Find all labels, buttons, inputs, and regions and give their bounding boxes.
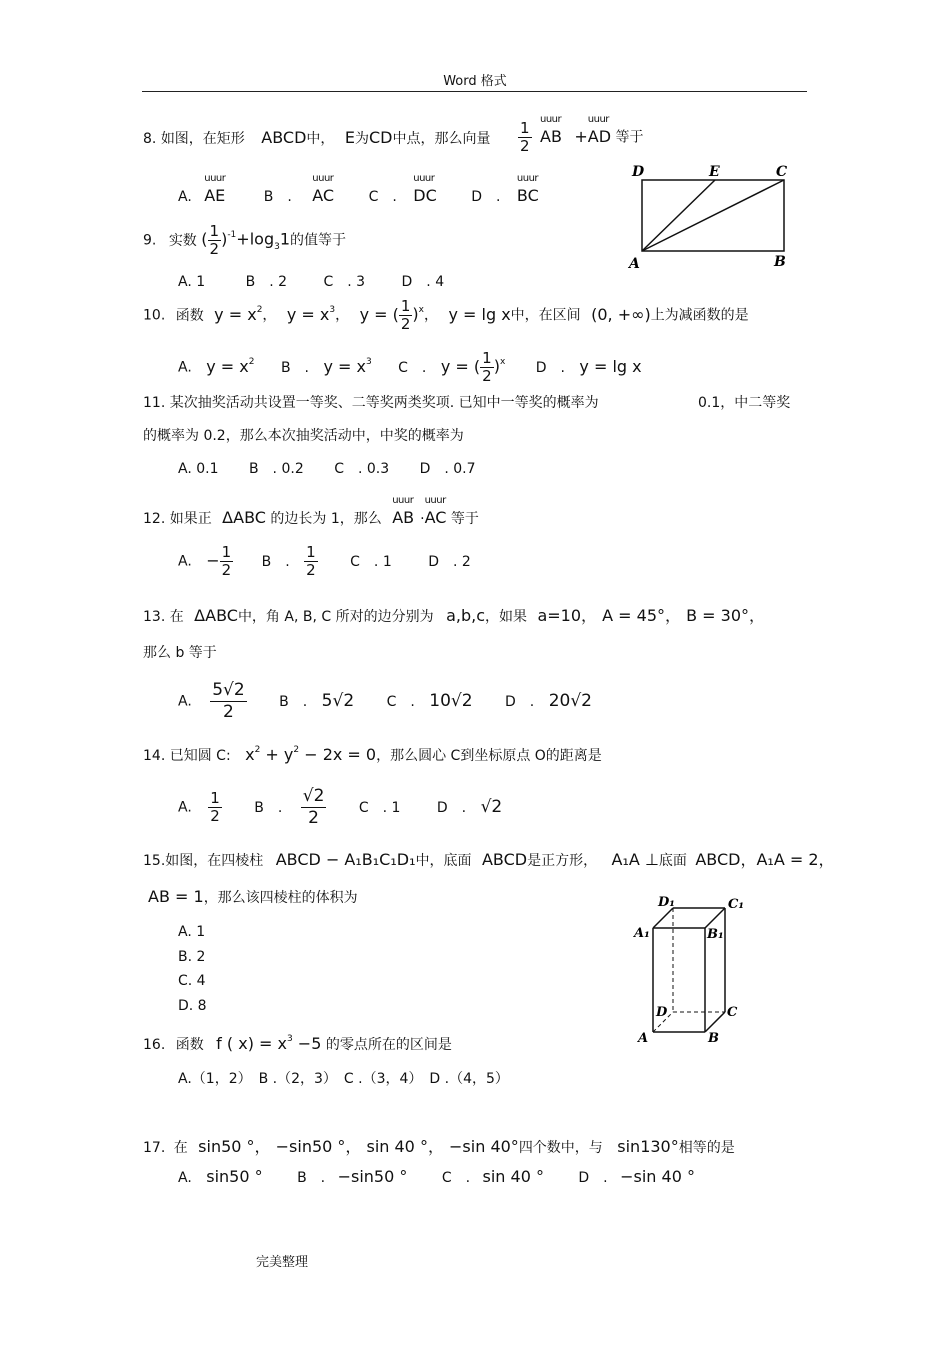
q8-frac-den: 2: [520, 137, 530, 155]
q10-text-b: 中，在区间: [510, 307, 581, 324]
q14-options: [178, 786, 502, 829]
q15-opt-d: D. 8: [178, 997, 207, 1014]
q15-base2: ABCD: [695, 850, 741, 869]
q17-text-a: 在: [173, 1140, 188, 1156]
q8-text-a: 如图，在矩形: [160, 131, 245, 147]
fig-label-a1: A₁: [634, 926, 650, 941]
q10-options: [178, 350, 642, 385]
q13-opt-a-label: A.: [178, 693, 192, 710]
q14-text-a: 已知圆 C:: [169, 748, 231, 764]
q10-opt-c-v2: ): [493, 356, 500, 376]
question-15: [143, 847, 835, 870]
q10-frac-num: 1: [400, 297, 411, 315]
q13-opt-c-label: C .: [386, 693, 415, 710]
question-16: [143, 1034, 452, 1054]
q17-options: [178, 1167, 695, 1187]
q8-opt-a-label: A.: [178, 189, 192, 205]
q8-vector-ab: uuur AB: [540, 127, 562, 146]
q13-text-c: ，如果: [485, 609, 527, 625]
q12-opt-a-fraction: [220, 544, 234, 579]
question-10: 10. 函数 $y = x^2$， $y = x^3$， y = ( $\frac{1}{2}$ )$^x$， y = lg x中，在区间 (0, +∞)上为减函数的是: [143, 297, 749, 333]
q8-opt-b-value: uuur AC: [312, 186, 334, 205]
question-9: [143, 223, 346, 258]
q13-opt-a-fraction: [210, 680, 246, 723]
q13-line2: 那么 b 等于: [143, 645, 217, 661]
q10-text-a: 函数: [175, 307, 204, 324]
q16-text-b: 的零点所在的区间是: [325, 1037, 452, 1053]
q16-function-exp: 3: [286, 1034, 293, 1044]
fig-label-e: E: [709, 164, 720, 180]
q10-interval: (0, +∞): [591, 304, 651, 324]
q11-options: [178, 458, 476, 478]
q8-frac-num: 1: [520, 119, 530, 137]
q12-vector-ac: uuur AC: [425, 508, 447, 527]
q8-text-d: 中点，那么向量: [392, 131, 491, 147]
q8-expression: [518, 120, 644, 155]
q14-eq-x-exp: 2: [254, 745, 261, 755]
q8-options: [178, 186, 539, 206]
q15-base: ABCD: [481, 850, 528, 869]
q8-opt-b-label: B .: [263, 189, 292, 205]
q10-opt-c-frac-den: 2: [482, 367, 492, 385]
q12-opt-b-num: 1: [306, 543, 316, 561]
q10-opt-a-exp: 2: [248, 356, 255, 367]
fig-label-d: D: [656, 1005, 668, 1020]
question-11: [143, 392, 599, 412]
q17-number: 17.: [143, 1140, 166, 1156]
q12-opt-b-label: B .: [261, 553, 290, 570]
q17-opt-b-label: B .: [297, 1170, 326, 1186]
page-header: Word 格式: [443, 74, 507, 89]
q10-opt-d-label: D .: [535, 359, 565, 376]
q8-opt-a-value: uuur AE: [204, 186, 225, 205]
q11-p1: 0.1，中二等奖: [698, 395, 791, 411]
q15-text-d: 底面: [658, 853, 687, 869]
question-8: [143, 128, 490, 148]
q10-number: 10.: [143, 307, 166, 324]
q15-text-c: 是正方形，: [527, 853, 598, 869]
q9-options: [178, 271, 444, 291]
q11-opt-d: D . 0.7: [419, 461, 476, 477]
q8-number: 8.: [143, 131, 157, 147]
q17-values: sin50 °， −sin50 °， sin 40 °， −sin 40°: [198, 1137, 519, 1156]
q14-opt-a-num: 1: [210, 789, 220, 807]
question-14: [143, 745, 602, 765]
q14-opt-b-num: √2: [302, 786, 325, 806]
q9-fraction: [208, 223, 222, 258]
header-rule: [142, 91, 807, 92]
q14-eq-rest: − 2x = 0: [299, 745, 377, 764]
q10-opt-b-value: y = x: [323, 356, 366, 376]
q14-opt-b-fraction: [301, 786, 327, 829]
q8-fraction: [518, 120, 532, 155]
rectangle-figure: [620, 160, 800, 272]
q15-ab: AB = 1: [148, 887, 204, 906]
q12-text-b: 的边长为 1，那么: [270, 511, 382, 527]
q9-text-a: 实数: [168, 232, 197, 249]
q9-opt-d: D . 4: [401, 274, 445, 290]
q10-fraction: [399, 298, 413, 333]
q10-f2: y = x: [286, 304, 330, 324]
q12-opt-d: D . 2: [428, 553, 471, 570]
q10-f4: y = lg x: [448, 304, 511, 324]
q12-opt-b-fraction: [304, 544, 318, 579]
q8-text-e: 等于: [615, 129, 644, 146]
q10-opt-c-exp: x: [499, 356, 506, 367]
q15-condition: ，A₁A = 2，: [740, 850, 835, 869]
q15-perp: A₁A ⊥: [611, 850, 659, 869]
q10-opt-c-v1: y = (: [440, 356, 481, 376]
q13-opt-a-num: 5√2: [212, 680, 245, 700]
q17-opt-d-value: −sin 40 °: [620, 1167, 695, 1186]
q8-opt-c-label: C .: [368, 189, 397, 205]
question-12: [143, 508, 479, 528]
q11-line1: 某次抽奖活动共设置一等奖、二等奖两类奖项. 已知中一等奖的概率为: [169, 395, 599, 411]
q10-opt-a-label: A.: [178, 359, 192, 376]
q13-opt-d-value: 20√2: [548, 690, 592, 711]
q15-line2-text: ，那么该四棱柱的体积为: [203, 890, 358, 906]
q9-log-arg: 1: [279, 229, 291, 249]
edge-a1d1: [653, 908, 673, 928]
q10-opt-a-value: y = x: [206, 356, 249, 376]
q8-text-b: 中，: [306, 131, 335, 147]
q15-options: [178, 920, 207, 1018]
fig-label-b: B: [708, 1031, 719, 1046]
q14-opt-b-label: B .: [254, 799, 283, 816]
q9-text-b: 的值等于: [290, 232, 347, 249]
q14-eq-y-exp: 2: [293, 745, 300, 755]
q14-opt-b-den: 2: [308, 808, 319, 828]
q9-opt-b: B . 2: [245, 274, 288, 290]
q12-options: [178, 544, 471, 579]
q14-text-b: ，那么圆心 C到坐标原点 O的距离是: [376, 748, 602, 764]
q13-opt-b-value: 5√2: [321, 690, 355, 711]
q10-f2-exp: 3: [329, 304, 336, 315]
q15-opt-a: A. 1: [178, 924, 206, 940]
q13-opt-d-label: D .: [505, 693, 535, 710]
fig-label-a: A: [629, 256, 640, 272]
q10-opt-b-label: B .: [280, 359, 309, 376]
q17-text-b: 四个数中，与: [518, 1140, 603, 1156]
q12-opt-c: C . 1: [350, 553, 392, 570]
edge-b1c1: [705, 908, 725, 928]
q10-f3a: y = (: [359, 304, 399, 324]
q15-number: 15.: [143, 853, 166, 869]
q9-opt-a: A. 1: [178, 274, 206, 290]
q12-text-a: 如果正: [169, 511, 212, 527]
q13-options: [178, 680, 592, 723]
q16-text-a: 函数: [175, 1037, 204, 1053]
q16-number: 16.: [143, 1037, 166, 1053]
q16-options: A.（1，2） B .（2，3） C .（3，4） D .（4，5）: [178, 1071, 509, 1087]
q13-conditions: a=10， A = 45°， B = 30°，: [537, 606, 765, 625]
q17-opt-a-value: sin50 °: [206, 1167, 263, 1186]
q10-frac-den: 2: [400, 315, 411, 333]
q9-open: (: [201, 229, 208, 249]
q14-eq-x: x: [245, 745, 255, 764]
segment-ae: [642, 180, 715, 251]
q16-function: f ( x) = x: [216, 1034, 287, 1053]
q9-number: 9.: [143, 232, 157, 249]
q10-opt-c-label: C .: [398, 359, 427, 376]
q13-opt-c-value: 10√2: [429, 690, 473, 711]
q14-opt-a-den: 2: [210, 807, 220, 825]
q10-f3-exp: x: [418, 304, 424, 315]
fig-label-d1: D₁: [658, 895, 675, 910]
q17-target: sin130°: [617, 1137, 679, 1156]
q17-opt-d-label: D .: [578, 1170, 608, 1186]
q9-frac-den: 2: [209, 240, 220, 258]
q11-line2: 的概率为 0.2，那么本次抽奖活动中，中奖的概率为: [143, 428, 464, 444]
fig-label-c: C: [727, 1005, 738, 1020]
q14-opt-d-value: √2: [480, 796, 503, 817]
q12-vector-ab: uuur AB: [392, 508, 414, 527]
q11-opt-c: C . 0.3: [334, 461, 390, 477]
q12-opt-a-sign: −: [206, 550, 220, 570]
fig-label-c: C: [776, 164, 788, 180]
q14-opt-a-label: A.: [178, 799, 192, 816]
q11-opt-a: A. 0.1: [178, 461, 219, 477]
q8-rect: ABCD: [261, 128, 307, 147]
q13-opt-a-den: 2: [223, 702, 234, 722]
segment-ac: [642, 180, 784, 251]
q14-opt-a-fraction: [208, 790, 222, 825]
q15-line2: [148, 887, 358, 907]
fig-label-b: B: [774, 254, 786, 270]
q12-triangle: ΔABC: [222, 508, 266, 527]
q14-opt-d-label: D .: [436, 799, 467, 816]
q15-opt-b: B. 2: [178, 948, 206, 965]
q15-prism: ABCD − A₁B₁C₁D₁: [275, 850, 416, 869]
q8-text-c: 为: [354, 131, 369, 147]
q15-text-a: 如图，在四棱柱: [165, 853, 264, 869]
prism-figure: [628, 888, 748, 1048]
q15-text-b: 中，底面: [415, 853, 472, 869]
q10-f1-exp: 2: [256, 304, 263, 315]
q9-exponent: -1: [227, 229, 237, 240]
q11-opt-b: B . 0.2: [248, 461, 304, 477]
q12-opt-a-num: 1: [221, 543, 232, 561]
q10-opt-c-frac-num: 1: [482, 349, 492, 367]
fig-label-d: D: [632, 164, 645, 180]
q11-number: 11.: [143, 395, 166, 411]
q13-sides: a,b,c: [446, 606, 485, 625]
question-13: [143, 603, 765, 626]
q9-frac-num: 1: [209, 222, 220, 240]
q13-opt-b-label: B .: [279, 693, 308, 710]
q9-opt-c: C . 3: [323, 274, 366, 290]
q17-opt-b-value: −sin50 °: [337, 1167, 408, 1186]
q12-opt-b-den: 2: [306, 561, 316, 579]
q14-number: 14.: [143, 748, 166, 764]
edge-bc: [705, 1012, 725, 1032]
q12-dot: ·: [420, 511, 425, 527]
q15-opt-c: C. 4: [178, 973, 206, 989]
q8-plus: +: [574, 126, 588, 146]
q9-log: +log: [236, 229, 275, 249]
question-17: [143, 1134, 735, 1157]
q10-f1: y = x: [214, 304, 257, 324]
q12-opt-a-den: 2: [221, 561, 232, 579]
q8-opt-d-value: uuur BC: [517, 186, 539, 205]
q12-number: 12.: [143, 511, 166, 527]
fig-label-b1: B₁: [707, 927, 724, 942]
q13-number: 13.: [143, 609, 166, 625]
q9-log-base: 3: [274, 241, 280, 252]
q17-opt-c-value: sin 40 °: [482, 1167, 544, 1186]
q12-text-c: 等于: [450, 511, 479, 527]
q17-text-c: 相等的是: [678, 1140, 735, 1156]
q10-opt-b-exp: 3: [365, 356, 372, 367]
q13-triangle: ΔABC: [194, 606, 238, 625]
q9-close: ): [221, 229, 228, 249]
q8-e: E: [344, 128, 355, 147]
q14-eq-y: + y: [260, 745, 294, 764]
q10-opt-c-fraction: [480, 350, 494, 385]
q14-opt-c: C . 1: [358, 799, 401, 816]
page-footer: 完美整理: [256, 1255, 309, 1270]
q13-text-b: 中，角 A, B, C 所对的边分别为: [237, 609, 434, 625]
q10-f3b: ): [412, 304, 419, 324]
q8-opt-d-label: D .: [471, 189, 501, 205]
q13-text-a: 在: [169, 609, 184, 625]
q8-vector-ad: uuur AD: [588, 127, 611, 146]
q10-opt-d-value: y = lg x: [579, 356, 642, 376]
q16-function-rest: −5: [292, 1034, 322, 1053]
q17-opt-c-label: C .: [441, 1170, 471, 1186]
q10-text-c: 上为减函数的是: [650, 307, 749, 324]
q8-opt-c-value: uuur DC: [413, 186, 437, 205]
fig-label-c1: C₁: [728, 897, 745, 912]
q12-opt-a-label: A.: [178, 553, 192, 570]
fig-label-a: A: [638, 1031, 649, 1046]
q8-cd: CD: [368, 128, 393, 147]
q17-opt-a-label: A.: [178, 1170, 192, 1186]
